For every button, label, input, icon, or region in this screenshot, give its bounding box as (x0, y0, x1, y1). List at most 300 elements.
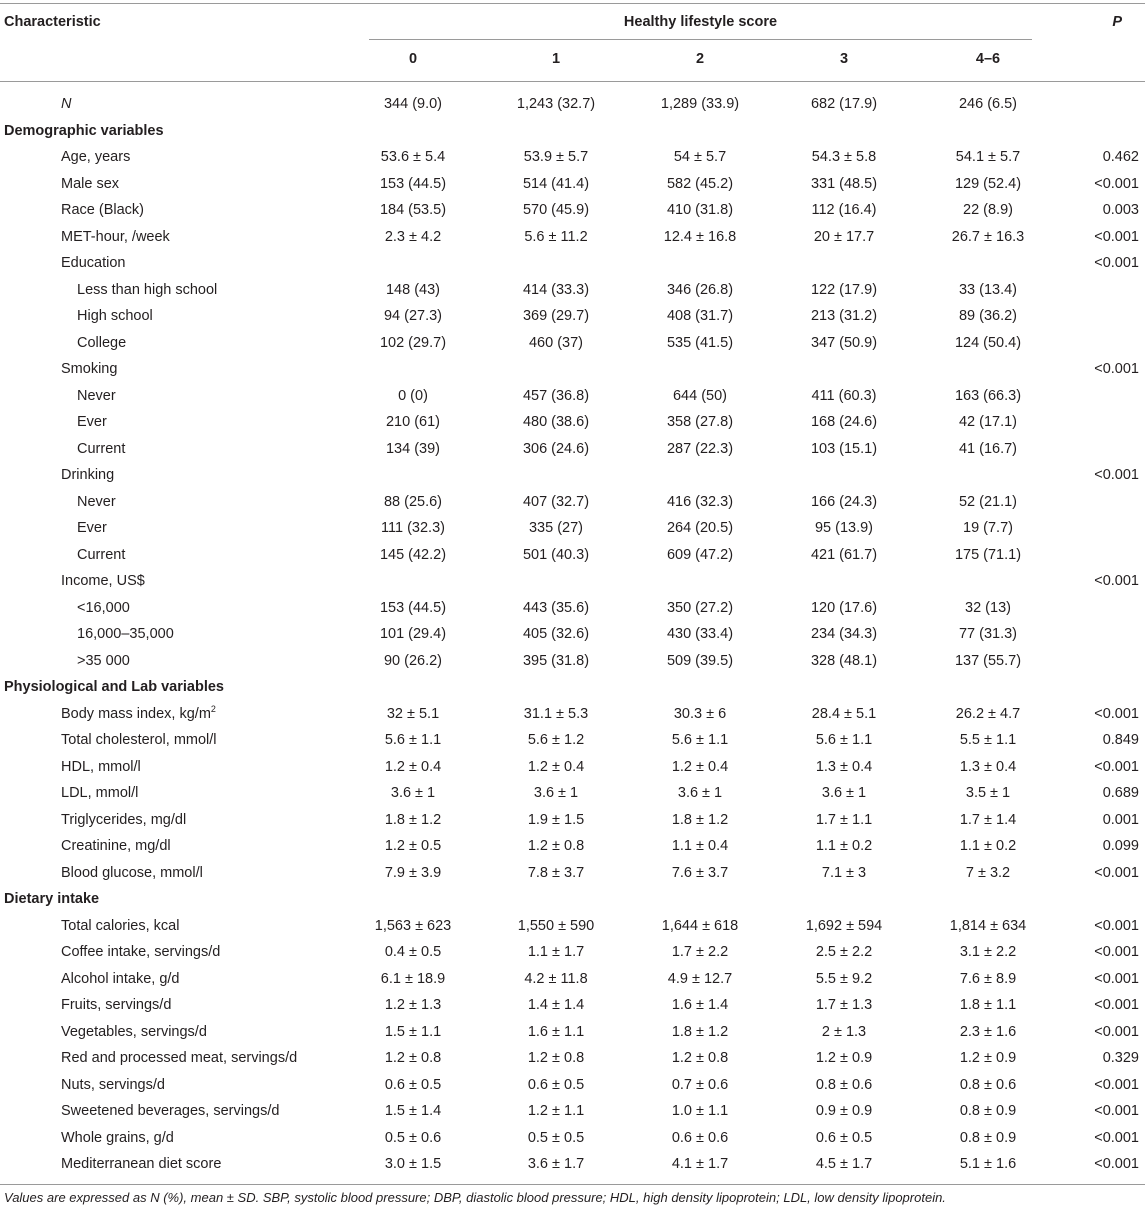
row-label (77, 542, 125, 569)
table-cell: 4.5 ± 1.7 (815, 1156, 873, 1172)
table-cell: 346 (26.8) (666, 281, 734, 298)
table-cell: 53.9 ± 5.7 (523, 149, 589, 165)
table-row (0, 648, 1145, 675)
table-row (0, 913, 1145, 940)
row-label-text: Mediterranean diet score (61, 1156, 222, 1172)
row-label (61, 939, 220, 966)
table-cell: 1.2 ± 0.8 (527, 1050, 585, 1066)
p-value-cell: 0.329 (1102, 1050, 1139, 1066)
table-cell: 1.1 ± 1.7 (527, 944, 585, 960)
table-row (0, 780, 1145, 807)
row-label (77, 515, 107, 542)
table-cell: 89 (36.2) (958, 308, 1018, 324)
row-label-text: >35 000 (77, 652, 130, 669)
table-cell: 88 (25.6) (383, 493, 443, 510)
table-cell: 609 (47.2) (666, 546, 734, 563)
header-col-2: 2 (695, 51, 705, 67)
table-cell: 5.6 ± 1.2 (527, 732, 585, 748)
table-cell: 54.3 ± 5.8 (811, 149, 877, 165)
table-row (0, 542, 1145, 569)
header-col-4-6: 4–6 (975, 51, 1001, 67)
table-row (0, 409, 1145, 436)
table-cell: 414 (33.3) (522, 281, 590, 298)
table-cell: 1,644 ± 618 (661, 917, 739, 934)
row-label (77, 303, 153, 330)
row-label (61, 860, 203, 887)
row-label-text: Triglycerides, mg/dl (61, 811, 187, 828)
row-label-text: Education (61, 255, 126, 271)
row-label-text: LDL, mmol/l (61, 785, 139, 801)
table-row (0, 1151, 1145, 1178)
table-cell: 1.2 ± 0.4 (527, 758, 585, 775)
table-row (0, 595, 1145, 622)
table-cell: 94 (27.3) (383, 308, 443, 324)
row-label-text: Fruits, servings/d (61, 997, 172, 1013)
row-label-text: MET-hour, /week (61, 228, 170, 245)
table-cell: 120 (17.6) (810, 599, 878, 616)
table-cell: 5.6 ± 1.1 (384, 732, 442, 748)
table-row (0, 860, 1145, 887)
table-cell: 570 (45.9) (522, 202, 590, 218)
table-cell: 501 (40.3) (522, 546, 590, 563)
table-row (0, 1125, 1145, 1152)
header-col-3: 3 (839, 51, 849, 67)
table-cell: 416 (32.3) (666, 493, 734, 510)
table-row (0, 330, 1145, 357)
p-value-cell: <0.001 (1094, 1156, 1139, 1172)
row-label (61, 250, 126, 277)
row-label (61, 91, 71, 118)
table-cell: 1.9 ± 1.5 (527, 811, 585, 828)
table-cell: 1,692 ± 594 (805, 917, 883, 934)
table-cell: 112 (16.4) (811, 202, 877, 218)
table-cell: 1.2 ± 1.3 (384, 997, 442, 1013)
table-body (0, 91, 1145, 1178)
table-row (0, 568, 1145, 595)
table-cell: 344 (9.0) (383, 96, 443, 112)
table-cell: 3.1 ± 2.2 (959, 944, 1017, 960)
table-cell: 4.2 ± 11.8 (524, 970, 588, 987)
table-footnote: Values are expressed as N (%), mean ± SD. SBP, systolic blood pressure; DBP, diastolic blood pressure; HDL, high density lipoprotein; LDL, low density lipoprotein. (4, 1190, 946, 1205)
table-cell: 306 (24.6) (522, 440, 590, 457)
p-value-cell: 0.849 (1102, 732, 1139, 748)
p-value-cell: 0.099 (1102, 838, 1139, 854)
p-value-cell: <0.001 (1094, 864, 1139, 881)
table-cell: 1.7 ± 1.4 (959, 811, 1017, 828)
table-cell: 33 (13.4) (958, 281, 1018, 298)
table-cell: 53.6 ± 5.4 (380, 149, 446, 165)
table-cell: 175 (71.1) (954, 546, 1022, 563)
row-label (61, 462, 114, 489)
table-cell: 5.5 ± 1.1 (959, 732, 1017, 748)
p-value-cell: 0.462 (1102, 149, 1139, 165)
table-cell: 0.6 ± 0.5 (527, 1076, 585, 1093)
row-label-text: Vegetables, servings/d (61, 1023, 207, 1040)
table-cell: 1.0 ± 1.1 (671, 1103, 729, 1119)
table-cell: 166 (24.3) (810, 493, 878, 510)
table-cell: 0.5 ± 0.6 (384, 1129, 442, 1146)
row-label (61, 171, 119, 198)
table-row (0, 1019, 1145, 1046)
p-value-cell: 0.003 (1102, 202, 1139, 218)
row-label-text: Dietary intake (4, 891, 100, 907)
row-label-text: Demographic variables (4, 122, 164, 139)
row-label (61, 913, 179, 940)
row-label-text: College (77, 334, 127, 351)
table-cell: 2.3 ± 1.6 (959, 1023, 1017, 1040)
table-cell: 0.5 ± 0.5 (527, 1129, 585, 1146)
table-row (0, 1045, 1145, 1072)
table-cell: 430 (33.4) (666, 626, 734, 642)
table-cell: 421 (61.7) (810, 546, 878, 563)
table-cell: 3.6 ± 1.7 (527, 1156, 585, 1172)
table-cell: 1.5 ± 1.4 (384, 1103, 442, 1119)
header-col-0: 0 (408, 51, 418, 67)
table-cell: 480 (38.6) (522, 414, 590, 430)
table-cell: 287 (22.3) (666, 440, 734, 457)
table-cell: 52 (21.1) (958, 493, 1018, 510)
table-cell: 41 (16.7) (958, 440, 1018, 457)
table-cell: 2.3 ± 4.2 (384, 228, 442, 245)
row-label (61, 701, 216, 728)
table-cell: 103 (15.1) (810, 440, 878, 457)
table-cell: 5.6 ± 1.1 (671, 732, 729, 748)
row-label (61, 833, 171, 860)
table-cell: 90 (26.2) (383, 652, 443, 669)
table-cell: 405 (32.6) (522, 626, 590, 642)
row-label (61, 1072, 165, 1099)
table-cell: 1.1 ± 0.2 (815, 838, 873, 854)
row-label-text: Ever (77, 414, 107, 430)
row-label (77, 383, 116, 410)
table-row (0, 966, 1145, 993)
row-label-text: Never (77, 493, 116, 510)
table-cell: 410 (31.8) (666, 202, 734, 218)
table-row (0, 701, 1145, 728)
table-row (0, 621, 1145, 648)
table-cell: 153 (44.5) (379, 175, 447, 192)
row-label (61, 1125, 174, 1152)
table-cell: 1.2 ± 0.9 (815, 1050, 873, 1066)
p-value-cell: <0.001 (1094, 997, 1139, 1013)
table-cell: 1.2 ± 0.4 (671, 758, 729, 775)
p-value-cell: 0.689 (1102, 785, 1139, 801)
row-label-text: High school (77, 308, 153, 324)
table-cell: 1.2 ± 0.4 (384, 758, 442, 775)
table-cell: 145 (42.2) (379, 546, 447, 563)
table-cell: 1,243 (32.7) (516, 96, 596, 112)
row-label-text: Race (Black) (61, 202, 144, 218)
table-row (0, 833, 1145, 860)
section-heading (4, 886, 99, 913)
table-row (0, 727, 1145, 754)
table-bottom-rule (0, 1184, 1145, 1185)
row-label (77, 621, 174, 648)
table-cell: 7.6 ± 3.7 (671, 864, 729, 881)
table-row (0, 462, 1145, 489)
row-label-text: Income, US$ (61, 573, 145, 589)
table-cell: 246 (6.5) (958, 96, 1018, 112)
p-value-cell: <0.001 (1094, 1076, 1139, 1093)
row-label-text: Alcohol intake, g/d (61, 970, 180, 987)
table-cell: 210 (61) (385, 414, 440, 430)
table-cell: 1.7 ± 1.1 (815, 811, 873, 828)
p-value-cell: <0.001 (1094, 705, 1139, 722)
table-row (0, 489, 1145, 516)
table-cell: 407 (32.7) (522, 493, 590, 510)
table-cell: 0.8 ± 0.6 (815, 1076, 873, 1093)
table-cell: 163 (66.3) (954, 387, 1022, 404)
row-label-text: Age, years (61, 149, 131, 165)
table-cell: 0.6 ± 0.5 (815, 1129, 873, 1146)
p-value-cell: <0.001 (1094, 944, 1139, 960)
table-cell: 54 ± 5.7 (673, 149, 727, 165)
table-cell: 32 (13) (965, 599, 1011, 616)
p-value-cell: <0.001 (1094, 175, 1139, 192)
p-value-cell: <0.001 (1094, 573, 1139, 589)
table-cell: 122 (17.9) (810, 281, 878, 298)
table-row (0, 939, 1145, 966)
header-col-1: 1 (551, 51, 561, 67)
row-label (61, 727, 217, 754)
table-cell: 7.8 ± 3.7 (527, 864, 585, 881)
table-cell: 358 (27.8) (666, 414, 734, 430)
table-cell: 5.5 ± 9.2 (815, 970, 873, 987)
table-cell: 1.1 ± 0.4 (671, 838, 729, 854)
table-cell: 1.8 ± 1.2 (384, 811, 442, 828)
table-cell: 1,550 ± 590 (517, 917, 595, 934)
table-row (0, 144, 1145, 171)
table-top-rule (0, 3, 1145, 4)
table-cell: 1.2 ± 0.5 (384, 838, 442, 854)
row-label-text: Blood glucose, mmol/l (61, 864, 203, 881)
header-healthy-lifestyle-score: Healthy lifestyle score (623, 14, 778, 30)
table-cell: 1.3 ± 0.4 (815, 758, 873, 775)
table-cell: 3.6 ± 1 (677, 785, 723, 801)
table-cell: 328 (48.1) (810, 652, 878, 669)
row-label (61, 780, 138, 807)
row-label-text: Total calories, kcal (61, 917, 180, 934)
row-label (61, 1019, 207, 1046)
table-cell: 3.6 ± 1 (390, 785, 436, 801)
header-bottom-rule (0, 81, 1145, 82)
table-cell: 0.9 ± 0.9 (815, 1103, 873, 1119)
table-cell: 2 ± 1.3 (821, 1023, 867, 1040)
table-cell: 350 (27.2) (666, 599, 734, 616)
table-cell: 509 (39.5) (666, 652, 734, 669)
row-label-text: Smoking (61, 361, 118, 377)
table-cell: 0.6 ± 0.6 (671, 1129, 729, 1146)
table-cell: 3.0 ± 1.5 (384, 1156, 442, 1172)
table-cell: 153 (44.5) (379, 599, 447, 616)
table-cell: 137 (55.7) (954, 652, 1022, 669)
table-cell: 6.1 ± 18.9 (380, 970, 446, 987)
table-cell: 0.8 ± 0.9 (959, 1103, 1017, 1119)
row-label (77, 648, 130, 675)
table-cell: 7.9 ± 3.9 (384, 864, 442, 881)
table-cell: 0 (0) (398, 387, 428, 404)
row-label (61, 966, 180, 993)
table-cell: 42 (17.1) (958, 414, 1018, 430)
table-cell: 234 (34.3) (810, 626, 878, 642)
table-cell: 1.7 ± 1.3 (815, 997, 873, 1013)
row-label-text: Total cholesterol, mmol/l (61, 732, 217, 748)
table-cell: 129 (52.4) (954, 175, 1022, 192)
p-value-cell: <0.001 (1094, 1023, 1139, 1040)
row-label-text: Current (77, 546, 126, 563)
row-label (77, 330, 126, 357)
table-cell: 682 (17.9) (810, 96, 878, 112)
table-cell: 347 (50.9) (810, 334, 878, 351)
table-cell: 3.6 ± 1 (533, 785, 579, 801)
row-label (61, 1098, 279, 1125)
table-cell: 369 (29.7) (522, 308, 590, 324)
table-cell: 1.2 ± 0.8 (671, 1050, 729, 1066)
table-cell: 1.6 ± 1.4 (671, 997, 729, 1013)
table-cell: 1.8 ± 1.2 (671, 811, 729, 828)
table-cell: 1.7 ± 2.2 (671, 944, 729, 960)
row-label-text: Never (77, 387, 116, 404)
row-label-text: Coffee intake, servings/d (61, 944, 221, 960)
table-row (0, 224, 1145, 251)
table-row (0, 807, 1145, 834)
section-heading (4, 118, 164, 145)
table-cell: 0.6 ± 0.5 (384, 1076, 442, 1093)
table-row (0, 1072, 1145, 1099)
row-label (77, 489, 116, 516)
section-heading (4, 674, 224, 701)
table-row (0, 1098, 1145, 1125)
row-label-text: <16,000 (77, 599, 130, 616)
table-cell: 457 (36.8) (522, 387, 590, 404)
table-cell: 1.1 ± 0.2 (959, 838, 1017, 854)
row-label (61, 1151, 221, 1178)
p-value-cell: <0.001 (1094, 228, 1139, 245)
table-row (0, 754, 1145, 781)
table-row (0, 515, 1145, 542)
table-row (0, 250, 1145, 277)
p-value-cell: 0.001 (1102, 811, 1139, 828)
table-cell: 1.8 ± 1.2 (671, 1023, 729, 1040)
table-cell: 54.1 ± 5.7 (955, 149, 1021, 165)
row-label (61, 754, 141, 781)
table-cell: 12.4 ± 16.8 (663, 228, 737, 245)
table-cell: 582 (45.2) (666, 175, 734, 192)
row-label-text: Physiological and Lab variables (4, 679, 224, 695)
row-label (61, 356, 117, 383)
table-cell: 1.2 ± 0.8 (384, 1050, 442, 1066)
table-cell: 3.6 ± 1 (821, 785, 867, 801)
table-row (0, 303, 1145, 330)
row-label (61, 568, 145, 595)
row-label (61, 807, 186, 834)
table-cell: 5.1 ± 1.6 (959, 1156, 1017, 1172)
table-cell: 1,563 ± 623 (374, 917, 452, 934)
table-cell: 5.6 ± 1.1 (815, 732, 873, 748)
table-cell: 1,289 (33.9) (660, 96, 740, 112)
table-cell: 26.7 ± 16.3 (951, 228, 1025, 245)
table-cell: 32 ± 5.1 (386, 705, 440, 722)
table-cell: 102 (29.7) (379, 334, 447, 351)
table-cell: 4.1 ± 1.7 (671, 1156, 729, 1172)
row-label (61, 224, 170, 251)
row-label-text: HDL, mmol/l (61, 758, 141, 775)
table-cell: 644 (50) (672, 387, 727, 404)
row-label (77, 436, 125, 463)
table-cell: 7.6 ± 8.9 (959, 970, 1017, 987)
table-cell: 95 (13.9) (814, 520, 874, 536)
table-cell: 26.2 ± 4.7 (955, 705, 1021, 722)
table-row (0, 356, 1145, 383)
p-value-cell: <0.001 (1094, 758, 1139, 775)
row-label (61, 1045, 297, 1072)
table-cell: 1.2 ± 0.9 (959, 1050, 1017, 1066)
row-label (77, 595, 130, 622)
row-label-text: 16,000–35,000 (77, 626, 174, 642)
row-label-text: Less than high school (77, 281, 218, 298)
table-cell: 22 (8.9) (963, 202, 1013, 218)
row-label-text: Male sex (61, 175, 120, 192)
table-cell: 460 (37) (528, 334, 583, 351)
table-cell: 7 ± 3.2 (965, 864, 1011, 881)
row-label (77, 409, 107, 436)
p-value-cell: <0.001 (1094, 1129, 1139, 1146)
table-cell: 1.2 ± 0.8 (527, 838, 585, 854)
table-cell: 30.3 ± 6 (673, 705, 727, 722)
table-cell: 1.2 ± 1.1 (527, 1103, 585, 1119)
table-cell: 335 (27) (528, 520, 583, 536)
table-row (0, 118, 1145, 145)
table-cell: 2.5 ± 2.2 (815, 944, 873, 960)
table-cell: 535 (41.5) (666, 334, 734, 351)
table-cell: 395 (31.8) (522, 652, 590, 669)
row-label-text: Sweetened beverages, servings/d (61, 1103, 280, 1119)
row-label-text: Body mass index, kg/m (61, 705, 211, 722)
p-value-cell: <0.001 (1094, 255, 1139, 271)
table-cell: 1.8 ± 1.1 (959, 997, 1017, 1013)
row-label-text: Whole grains, g/d (61, 1129, 174, 1146)
table-cell: 0.8 ± 0.9 (959, 1129, 1017, 1146)
table-cell: 101 (29.4) (379, 626, 447, 642)
table-cell: 4.9 ± 12.7 (667, 970, 733, 987)
table-cell: 0.7 ± 0.6 (671, 1076, 729, 1093)
table-cell: 184 (53.5) (379, 202, 447, 218)
table-cell: 0.8 ± 0.6 (959, 1076, 1017, 1093)
spanner-rule (369, 39, 1032, 40)
header-characteristic: Characteristic (4, 14, 101, 30)
table-cell: 1.4 ± 1.4 (527, 997, 585, 1013)
table-cell: 1.6 ± 1.1 (527, 1023, 585, 1040)
table-cell: 213 (31.2) (810, 308, 878, 324)
table-cell: 77 (31.3) (958, 626, 1018, 642)
table-cell: 1.3 ± 0.4 (959, 758, 1017, 775)
table-cell: 28.4 ± 5.1 (811, 705, 877, 722)
p-value-cell: <0.001 (1094, 970, 1139, 987)
table-cell: 1.5 ± 1.1 (384, 1023, 442, 1040)
p-value-cell: <0.001 (1094, 467, 1139, 483)
table-row (0, 886, 1145, 913)
table-row (0, 277, 1145, 304)
row-label (61, 197, 144, 224)
table-row (0, 992, 1145, 1019)
table-cell: 111 (32.3) (381, 520, 445, 536)
table-cell: 31.1 ± 5.3 (523, 705, 589, 722)
table-cell: 148 (43) (385, 281, 440, 298)
table-cell: 408 (31.7) (666, 308, 734, 324)
header-p-value: P (1112, 14, 1122, 30)
p-value-cell: <0.001 (1094, 917, 1139, 934)
table-cell: 3.5 ± 1 (965, 785, 1011, 801)
